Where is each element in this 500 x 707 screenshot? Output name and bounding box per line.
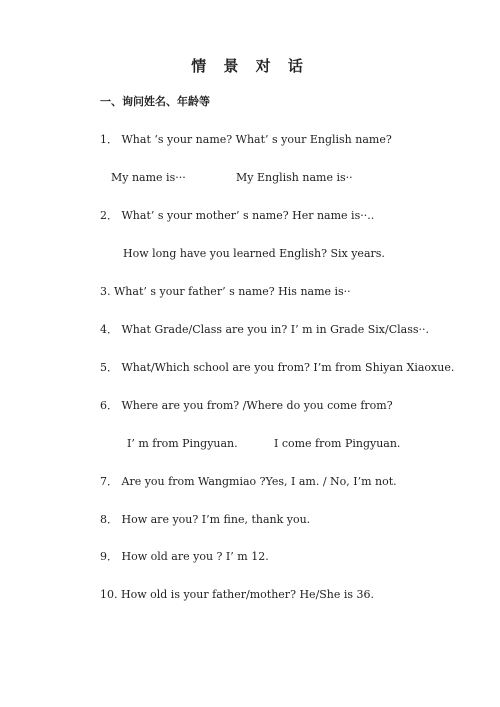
answer-from-pingyuan: I’ m from Pingyuan.: [127, 437, 238, 450]
dialogue-line-2: 2． What’ s your mother’ s name? Her name is··..: [100, 209, 375, 222]
dialogue-line-9: 9． How old are you ? I’ m 12.: [100, 550, 269, 563]
dialogue-line-8: 8． How are you? I’m fine, thank you.: [100, 513, 311, 526]
answer-come-from-pingyuan: I come from Pingyuan.: [274, 437, 401, 450]
answer-english-name: My English name is··: [236, 171, 353, 184]
dialogue-line-2b: How long have you learned English? Six years.: [123, 247, 385, 260]
answer-my-name: My name is···: [111, 171, 186, 184]
dialogue-line-4: 4． What Grade/Class are you in? I’ m in Grade Six/Class··.: [100, 323, 429, 336]
dialogue-line-10: 10. How old is your father/mother? He/She is 36.: [100, 588, 375, 601]
dialogue-line-1: 1． What ‘s your name? What’ s your English name?: [100, 133, 392, 146]
section-heading: 一、询问姓名、年龄等: [100, 95, 210, 108]
dialogue-line-5: 5． What/Which school are you from? I’m from Shiyan Xiaoxue.: [100, 361, 455, 374]
dialogue-line-3: 3. What’ s your father’ s name? His name is··: [100, 285, 351, 298]
page-title: 情 景 对 话: [191, 57, 309, 75]
dialogue-line-7: 7． Are you from Wangmiao ?Yes, I am. / No, I’m not.: [100, 475, 397, 488]
dialogue-line-6: 6． Where are you from? /Where do you come from?: [100, 399, 393, 412]
